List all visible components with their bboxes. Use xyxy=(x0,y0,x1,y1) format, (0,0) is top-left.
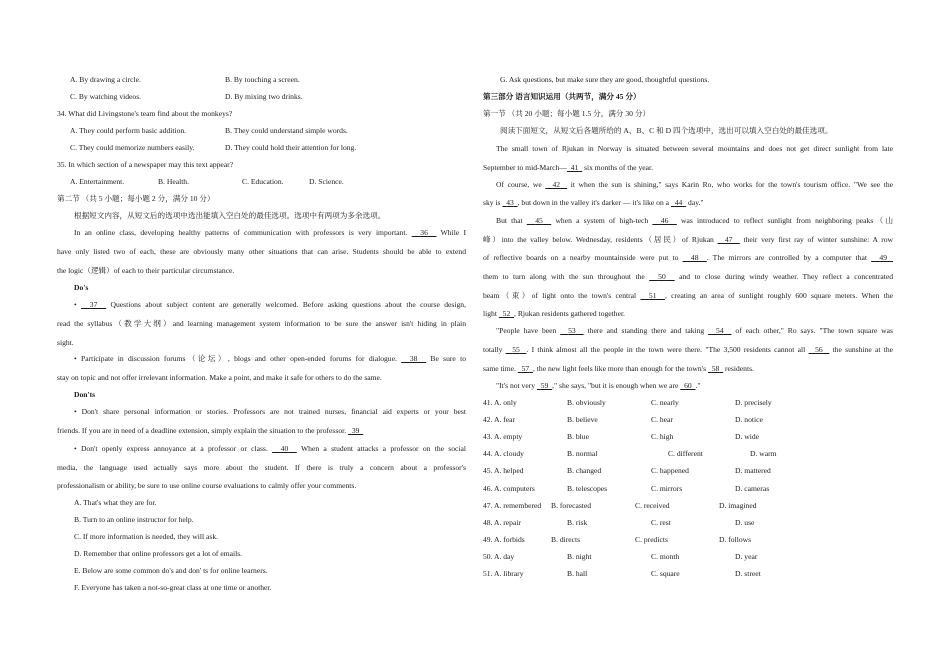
question-option-b: B. normal xyxy=(567,449,598,459)
question-option-b: B. blue xyxy=(567,432,589,442)
donts-item2-line3: professionalism or ability, be sure to use online course evaluations to calmly offer your comments. xyxy=(57,481,357,490)
blank-37: 37 xyxy=(89,300,98,309)
question-number-option-a: 46. A. computers xyxy=(483,483,535,493)
passage-p1-line2: have only listed two of each, these are obviously many other situations that can arise. Students should be able to extend xyxy=(57,247,466,256)
dos-item2-line1: • Participate in discussion forums（论坛）, blogs and other open-ended forums for dialogue. 38 Be sure to xyxy=(74,354,467,363)
blank-56: 56 xyxy=(815,345,823,354)
question-option-b: B. forecasted xyxy=(551,500,592,510)
blank-53: 53 xyxy=(568,326,576,335)
blank-51: 51 xyxy=(648,291,657,300)
question-option-d: D. wide xyxy=(735,432,760,442)
question-number-option-a: 42. A. fear xyxy=(483,415,516,425)
question-number-option-a: 48. A. repair xyxy=(483,517,521,527)
cloze-line1: The small town of Rjukan in Norway is situated between several mountains and does not get direct sunlight from late xyxy=(496,144,893,153)
question-option-d: D. notice xyxy=(735,415,763,425)
question-option-b: B. night xyxy=(567,551,592,561)
cloze-line4: sky is 43 , but down in the valley it's darker — it's like on a 44 day." xyxy=(483,198,704,207)
option-c: C. If more information is needed, they will ask. xyxy=(74,532,219,541)
blank-41: 41 xyxy=(570,163,579,172)
q33-option-c: C. By watching videos. xyxy=(70,92,142,101)
option-f: F. Everyone has taken a not-so-great class at one time or another. xyxy=(74,583,272,592)
blank-52: 52 xyxy=(502,309,511,318)
q34-option-a: A. They could perform basic addition. xyxy=(70,126,187,135)
blank-58: 58 xyxy=(711,364,720,373)
cloze-line8: them to turn along with the sun throughout the 50 and to close during windy weather. They reflect a concentrated xyxy=(483,272,894,281)
question-number-option-a: 49. A. forbids xyxy=(483,534,525,544)
question-option-d: D. mattered xyxy=(735,466,771,476)
option-d: D. Remember that online professors get a lot of emails. xyxy=(74,549,243,558)
section1-heading: 第一节 （共 20 小题；每小题 1.5 分，满分 30 分） xyxy=(483,109,651,118)
question-option-c: C. predicts xyxy=(635,534,668,544)
question-option-c: C. nearly xyxy=(651,398,679,407)
q35-stem: 35. In which section of a newspaper may this text appear? xyxy=(57,160,234,169)
cloze-line5: But that 45 when a system of high-tech 46 was introduced to reflect sunlight from neighboring peaks（山 xyxy=(496,216,894,225)
question-number-option-a: 43. A. empty xyxy=(483,432,523,442)
question-option-c: C. different xyxy=(668,449,703,459)
question-option-d: D. precisely xyxy=(735,398,772,407)
question-option-c: C. rest xyxy=(651,517,671,527)
question-option-b: B. believe xyxy=(567,415,598,425)
blank-55: 55 xyxy=(512,345,520,354)
question-option-b: B. telescopes xyxy=(567,483,608,493)
question-option-d: D. year xyxy=(735,551,758,561)
donts-item2-line2: media, the language used actually says more about the student. If there is truly a concern about a professor's xyxy=(57,463,466,472)
cloze-line3: Of course, we 42 it when the sun is shining," says Karin Ro, who works for the town's tourism office. "We see the xyxy=(496,180,894,189)
cloze-line14: "It's not very 59 ," she says, "but it is enough when we are 60 ." xyxy=(496,381,701,390)
question-option-c: C. mirrors xyxy=(651,483,683,493)
passage-p1-line3: the logic（逻辑）of each to their particular circumstance. xyxy=(57,266,235,275)
blank-45: 45 xyxy=(535,216,543,225)
question-option-b: B. changed xyxy=(567,466,602,476)
blank-42: 42 xyxy=(552,180,561,189)
question-option-b: B. obviously xyxy=(567,398,606,407)
blank-54: 54 xyxy=(716,326,724,335)
blank-49: 49 xyxy=(879,253,887,262)
question-number-option-a: 47. A. remembered xyxy=(483,500,542,510)
q35-option-d: D. Science. xyxy=(309,177,344,186)
blank-57: 57 xyxy=(521,364,530,373)
cloze-line12: totally 55 . I think almost all the people in the town were there. "The 3,500 residents cannot all 56 the sunshine at the xyxy=(483,345,894,354)
question-option-d: D. street xyxy=(735,569,761,578)
question-option-d: D. imagined xyxy=(719,500,757,510)
question-option-c: C. high xyxy=(651,432,674,442)
blank-46: 46 xyxy=(660,216,669,225)
part3-heading: 第三部分 语言知识运用（共两节，满分 45 分） xyxy=(483,92,641,101)
donts-item1-line1: • Don't share personal information or stories. Professors are not trained nurses, financial aid experts or your best xyxy=(74,407,466,416)
q33-option-b: B. By touching a screen. xyxy=(225,75,300,84)
q34-option-b: B. They could understand simple words. xyxy=(225,126,348,135)
blank-36: 36 xyxy=(420,228,428,237)
blank-48: 48 xyxy=(690,253,699,262)
dos-item1-line2: read the syllabus（教学大纲）and learning management system information to be sure the answer isn't hiding in plain xyxy=(57,319,466,328)
passage-p1-line1: In an online class, developing healthy patterns of communication with professors is very important. 36 While I xyxy=(74,228,467,237)
donts-item1-line2: friends. If you are in need of a deadline extension, simply explain the situation to the professor. 39 xyxy=(57,426,466,436)
cloze-line6: 峰）into the valley below. Wednesday, residents（居民）of Rjukan 47 their very first ray of winter sunshine: A row xyxy=(483,235,894,244)
blank-44: 44 xyxy=(674,198,683,207)
question-number-option-a: 51. A. library xyxy=(483,569,524,578)
q34-option-d: D. They could hold their attention for long. xyxy=(225,143,357,152)
q35-option-b: B. Health. xyxy=(158,177,190,186)
option-b: B. Turn to an online instructor for help. xyxy=(74,515,194,524)
question-option-d: D. cameras xyxy=(735,483,770,493)
question-option-c: C. square xyxy=(651,569,680,578)
q35-option-c: C. Education. xyxy=(242,177,284,186)
blank-38: 38 xyxy=(409,354,418,363)
question-option-c: C. hear xyxy=(651,415,673,425)
question-number-option-a: 45. A. helped xyxy=(483,466,524,476)
blank-40: 40 xyxy=(280,444,289,453)
q34-stem: 34. What did Livingstone's team find about the monkeys? xyxy=(57,109,233,118)
donts-heading: Don'ts xyxy=(74,390,96,399)
blank-47: 47 xyxy=(724,235,733,244)
question-option-d: D. warm xyxy=(750,449,777,459)
q34-option-c: C. They could memorize numbers easily. xyxy=(70,143,195,152)
section2-heading: 第二节 （共 5 小题；每小题 2 分，满分 10 分） xyxy=(57,194,215,203)
q35-option-a: A. Entertainment. xyxy=(70,177,125,186)
section2-instruction: 根据短文内容，从短文后的选项中选出能填入空白处的最佳选项。选项中有两项为多余选项。 xyxy=(74,211,386,220)
cloze-line2: September to mid-March— 41 six months of the year. xyxy=(483,163,653,172)
question-option-c: C. received xyxy=(635,500,670,510)
question-option-b: B. directs xyxy=(551,534,581,544)
q33-option-d: D. By mixing two drinks. xyxy=(225,92,303,101)
question-option-b: B. hall xyxy=(567,569,588,578)
question-option-c: C. happened xyxy=(651,466,689,476)
cloze-instruction: 阅读下面短文，从短文后各题所给的 A、B、C 和 D 四个选项中，选出可以填入空白处的最佳选项。 xyxy=(500,126,833,135)
question-option-c: C. month xyxy=(651,551,680,561)
question-number-option-a: 44. A. cloudy xyxy=(483,449,524,459)
option-g: G. Ask questions, but make sure they are good, thoughtful questions. xyxy=(500,75,710,84)
dos-item1-line1: • 37 Questions about subject content are generally welcomed. Before asking questions about the course design, xyxy=(74,300,466,309)
blank-60: 60 xyxy=(684,381,692,390)
option-e: E. Below are some common do's and don' ts for online learners. xyxy=(74,566,268,575)
question-number-option-a: 50. A. day xyxy=(483,551,515,561)
cloze-line13: same time. 57 , the new light feels like more than enough for the town's 58 residents. xyxy=(483,364,754,373)
question-option-d: D. use xyxy=(735,517,755,527)
option-a: A. That's what they are for. xyxy=(74,498,157,507)
question-number-option-a: 41. A. only xyxy=(483,398,517,407)
blank-50: 50 xyxy=(658,272,666,281)
blank-39: 39 xyxy=(351,426,360,435)
question-option-b: B. risk xyxy=(567,517,588,527)
blank-43: 43 xyxy=(506,198,514,207)
cloze-line10: light 52 , Rjukan residents gathered together. xyxy=(483,309,625,318)
cloze-line11: "People have been 53 there and standing there and taking 54 of each other," Ro says. "The town square was xyxy=(496,326,893,335)
question-option-d: D. follows xyxy=(719,534,752,544)
cloze-line9: beam（束）of light onto the town's central 51 , creating an area of sunlight roughly 600 square meters. When the xyxy=(483,291,894,300)
dos-heading: Do's xyxy=(74,283,89,292)
cloze-line7: of reflective boards on a nearby mountainside were put to 48 . The mirrors are controlled by a computer that 49 xyxy=(483,253,893,263)
dos-item2-line2: stay on topic and not offer irrelevant information. Make a point, and make it safe for others to do the same. xyxy=(57,373,382,382)
q33-option-a: A. By drawing a circle. xyxy=(70,75,141,84)
donts-item2-line1: • Don't openly express annoyance at a professor or class. 40 When a student attacks a professor on the social xyxy=(74,444,467,453)
blank-59: 59 xyxy=(540,381,549,390)
dos-item1-line3: sight. xyxy=(57,338,74,347)
